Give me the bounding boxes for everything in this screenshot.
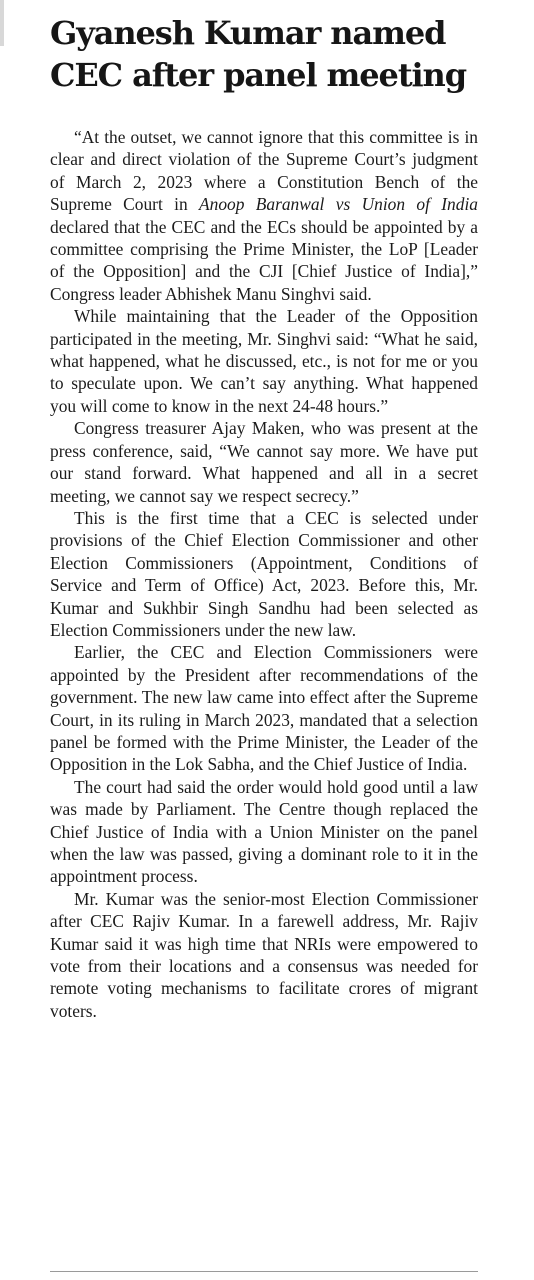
article-body (50, 126, 478, 1022)
article-paragraph: While maintaining that the Leader of the Opposition participated in the meeting, Mr. Singhvi said: “What he said, what happened, what he discussed, etc., is not for me or you to speculate upon. We can’t say anything. What happened you will come to know in the next 24-48 hours.” (50, 306, 478, 416)
article-paragraph: The court had said the order would hold good until a law was made by Parliament. The Centre though replaced the Chief Justice of India with a Union Minister on the panel when the law was passed, giving a dominant role to it in the appointment process. (50, 776, 478, 887)
article-paragraph: Congress treasurer Ajay Maken, who was present at the press conference, said, “We cannot say more. We have put our stand forward. What happened and all in a secret meeting, we cannot say we respect secrecy.” (50, 418, 478, 506)
article-paragraph: Earlier, the CEC and Election Commissioners were appointed by the President after recommendations of the government. The new law came into effect after the Supreme Court, in its ruling in March 2023, mandated that a selection panel be formed with the Prime Minister, the Leader of the Opposition in the Lok Sabha, and the Chief Justice of India. (50, 642, 478, 775)
bottom-divider (50, 1271, 478, 1272)
paragraph-text: declared that the CEC and the ECs should be appointed by a committee comprising the Prime Minister, the LoP [Leader of the Opposition] and the CJI [Chief Justice of India],” Congress leader Abhishek Manu Singhvi said. (50, 216, 478, 304)
headline-line-2: CEC after panel meeting (50, 56, 466, 94)
headline-line-1: Gyanesh Kumar named (50, 14, 446, 52)
paragraph-text: “At the outset, we cannot ignore that this committee is in clear and direct violation of the Supreme Court’s judgment of March 2, 2023 where a Constitution Bench of the Supreme Court in (50, 127, 478, 215)
article-headline (50, 12, 478, 96)
page-edge-divider (0, 0, 4, 46)
article-paragraph (50, 126, 478, 305)
article-paragraph: This is the first time that a CEC is selected under provisions of the Chief Election Commissioner and other Election Commissioners (Appointment, Conditions of Service and Term of Office) Act, 2023. Before this, Mr. Kumar and Sukhbir Singh Sandhu had been selected as Election Commissioners under the new law. (50, 507, 478, 640)
case-name: Anoop Baranwal vs Union of India (199, 194, 478, 215)
article-paragraph: Mr. Kumar was the senior-most Election Commissioner after CEC Rajiv Kumar. In a farewell address, Mr. Rajiv Kumar said it was high time that NRIs were empowered to vote from their locations and a consensus was needed for remote voting mechanisms to facilitate crores of migrant voters. (50, 888, 478, 1021)
news-article (50, 12, 478, 1022)
